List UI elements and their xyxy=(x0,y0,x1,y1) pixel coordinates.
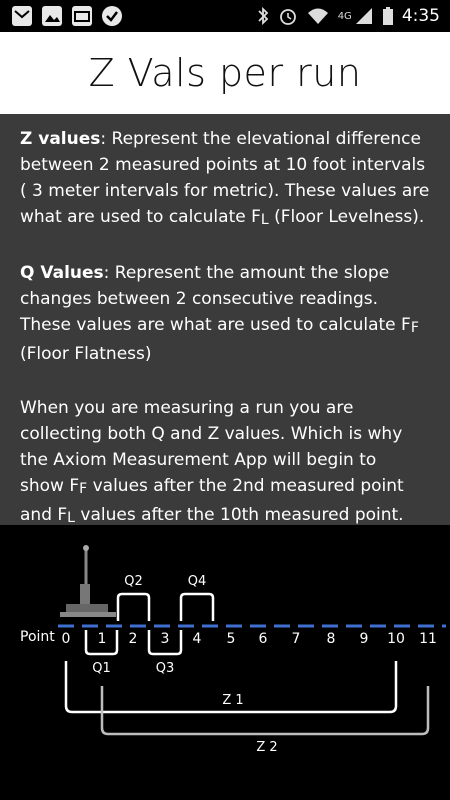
z2-label: Z 2 xyxy=(256,740,278,755)
page-title: Z Vals per run xyxy=(88,51,362,95)
notification-icons xyxy=(12,6,122,26)
q4-label: Q4 xyxy=(187,574,207,589)
status-bar xyxy=(0,0,450,32)
p2-line2: changes between 2 consecutive readings. xyxy=(20,289,379,309)
z-values-paragraph xyxy=(20,126,440,233)
signal-icon xyxy=(354,6,374,26)
p2-line1: : Represent the amount the slope xyxy=(103,263,390,283)
p2-line3-a: These values are what are used to calculate F xyxy=(20,315,411,335)
measurement-diagram xyxy=(0,526,450,800)
network-label: 4G xyxy=(337,10,352,22)
point-9-label: 9 xyxy=(359,631,369,647)
point-label: Point xyxy=(20,629,55,645)
z-values-term: Z values xyxy=(20,129,101,149)
wifi-icon xyxy=(306,6,330,26)
q1-label: Q1 xyxy=(92,661,111,676)
q4-bracket xyxy=(181,594,213,621)
p1-line3: ( 3 meter intervals for metric). These values are xyxy=(20,181,430,201)
point-2-label: 2 xyxy=(128,631,138,647)
system-icons xyxy=(256,6,440,26)
p3-line5-sub: L xyxy=(67,510,75,526)
clock: 4:35 xyxy=(401,6,440,26)
p1-line4-sub: L xyxy=(260,212,269,228)
battery-icon xyxy=(382,6,394,26)
q-values-term: Q Values xyxy=(20,263,104,283)
p3-line4-sub: F xyxy=(79,481,88,497)
p2-line3-sub: F xyxy=(410,320,419,336)
q-values-paragraph xyxy=(20,260,440,367)
point-4-label: 4 xyxy=(192,631,202,647)
z2-bracket xyxy=(102,686,428,734)
gallery-icon xyxy=(42,6,62,26)
q2-bracket xyxy=(118,594,149,621)
p1-line4-b: (Floor Levelness). xyxy=(268,207,425,227)
alarm-icon xyxy=(278,6,298,26)
z1-label: Z 1 xyxy=(222,693,244,708)
check-icon xyxy=(102,6,122,26)
q2-label: Q2 xyxy=(124,574,143,589)
diagram-svg xyxy=(0,526,450,800)
content-panel xyxy=(0,114,450,525)
floor-profiler-icon xyxy=(60,545,116,617)
title-bar xyxy=(0,32,450,114)
point-5-label: 5 xyxy=(226,631,236,647)
point-1-label: 1 xyxy=(97,631,107,647)
point-3-label: 3 xyxy=(160,631,170,647)
p2-line3 xyxy=(20,312,440,341)
p3-line5-b: values after the 10th measured point. xyxy=(74,505,404,525)
point-8-label: 8 xyxy=(326,631,336,647)
p1-line2: between 2 measured points at 10 foot intervals xyxy=(20,155,426,175)
p3-line5-a: and F xyxy=(20,505,68,525)
point-6-label: 6 xyxy=(258,631,268,647)
measuring-paragraph xyxy=(20,395,440,531)
bluetooth-icon xyxy=(256,6,270,26)
p3-line4-b: values after the 2nd measured point xyxy=(87,476,404,496)
point-0-label: 0 xyxy=(61,631,71,647)
p1-line4 xyxy=(20,204,440,233)
p3-line4-a: show F xyxy=(20,476,80,496)
q3-label: Q3 xyxy=(155,661,175,676)
gmail-icon xyxy=(12,6,32,26)
p3-line2: collecting both Q and Z values. Which is why xyxy=(20,424,403,444)
p1-line4-a: what are used to calculate F xyxy=(20,207,261,227)
p2-line4: (Floor Flatness) xyxy=(20,344,152,364)
p3-line4 xyxy=(20,473,440,502)
p1-line1: : Represent the elevational difference xyxy=(100,129,421,149)
point-10-label: 10 xyxy=(387,631,405,647)
p3-line3: the Axiom Measurement App will begin to xyxy=(20,450,377,470)
point-7-label: 7 xyxy=(291,631,301,647)
point-11-label: 11 xyxy=(419,631,437,647)
inbox-icon xyxy=(72,6,92,26)
p3-line1: When you are measuring a run you are xyxy=(20,398,354,418)
